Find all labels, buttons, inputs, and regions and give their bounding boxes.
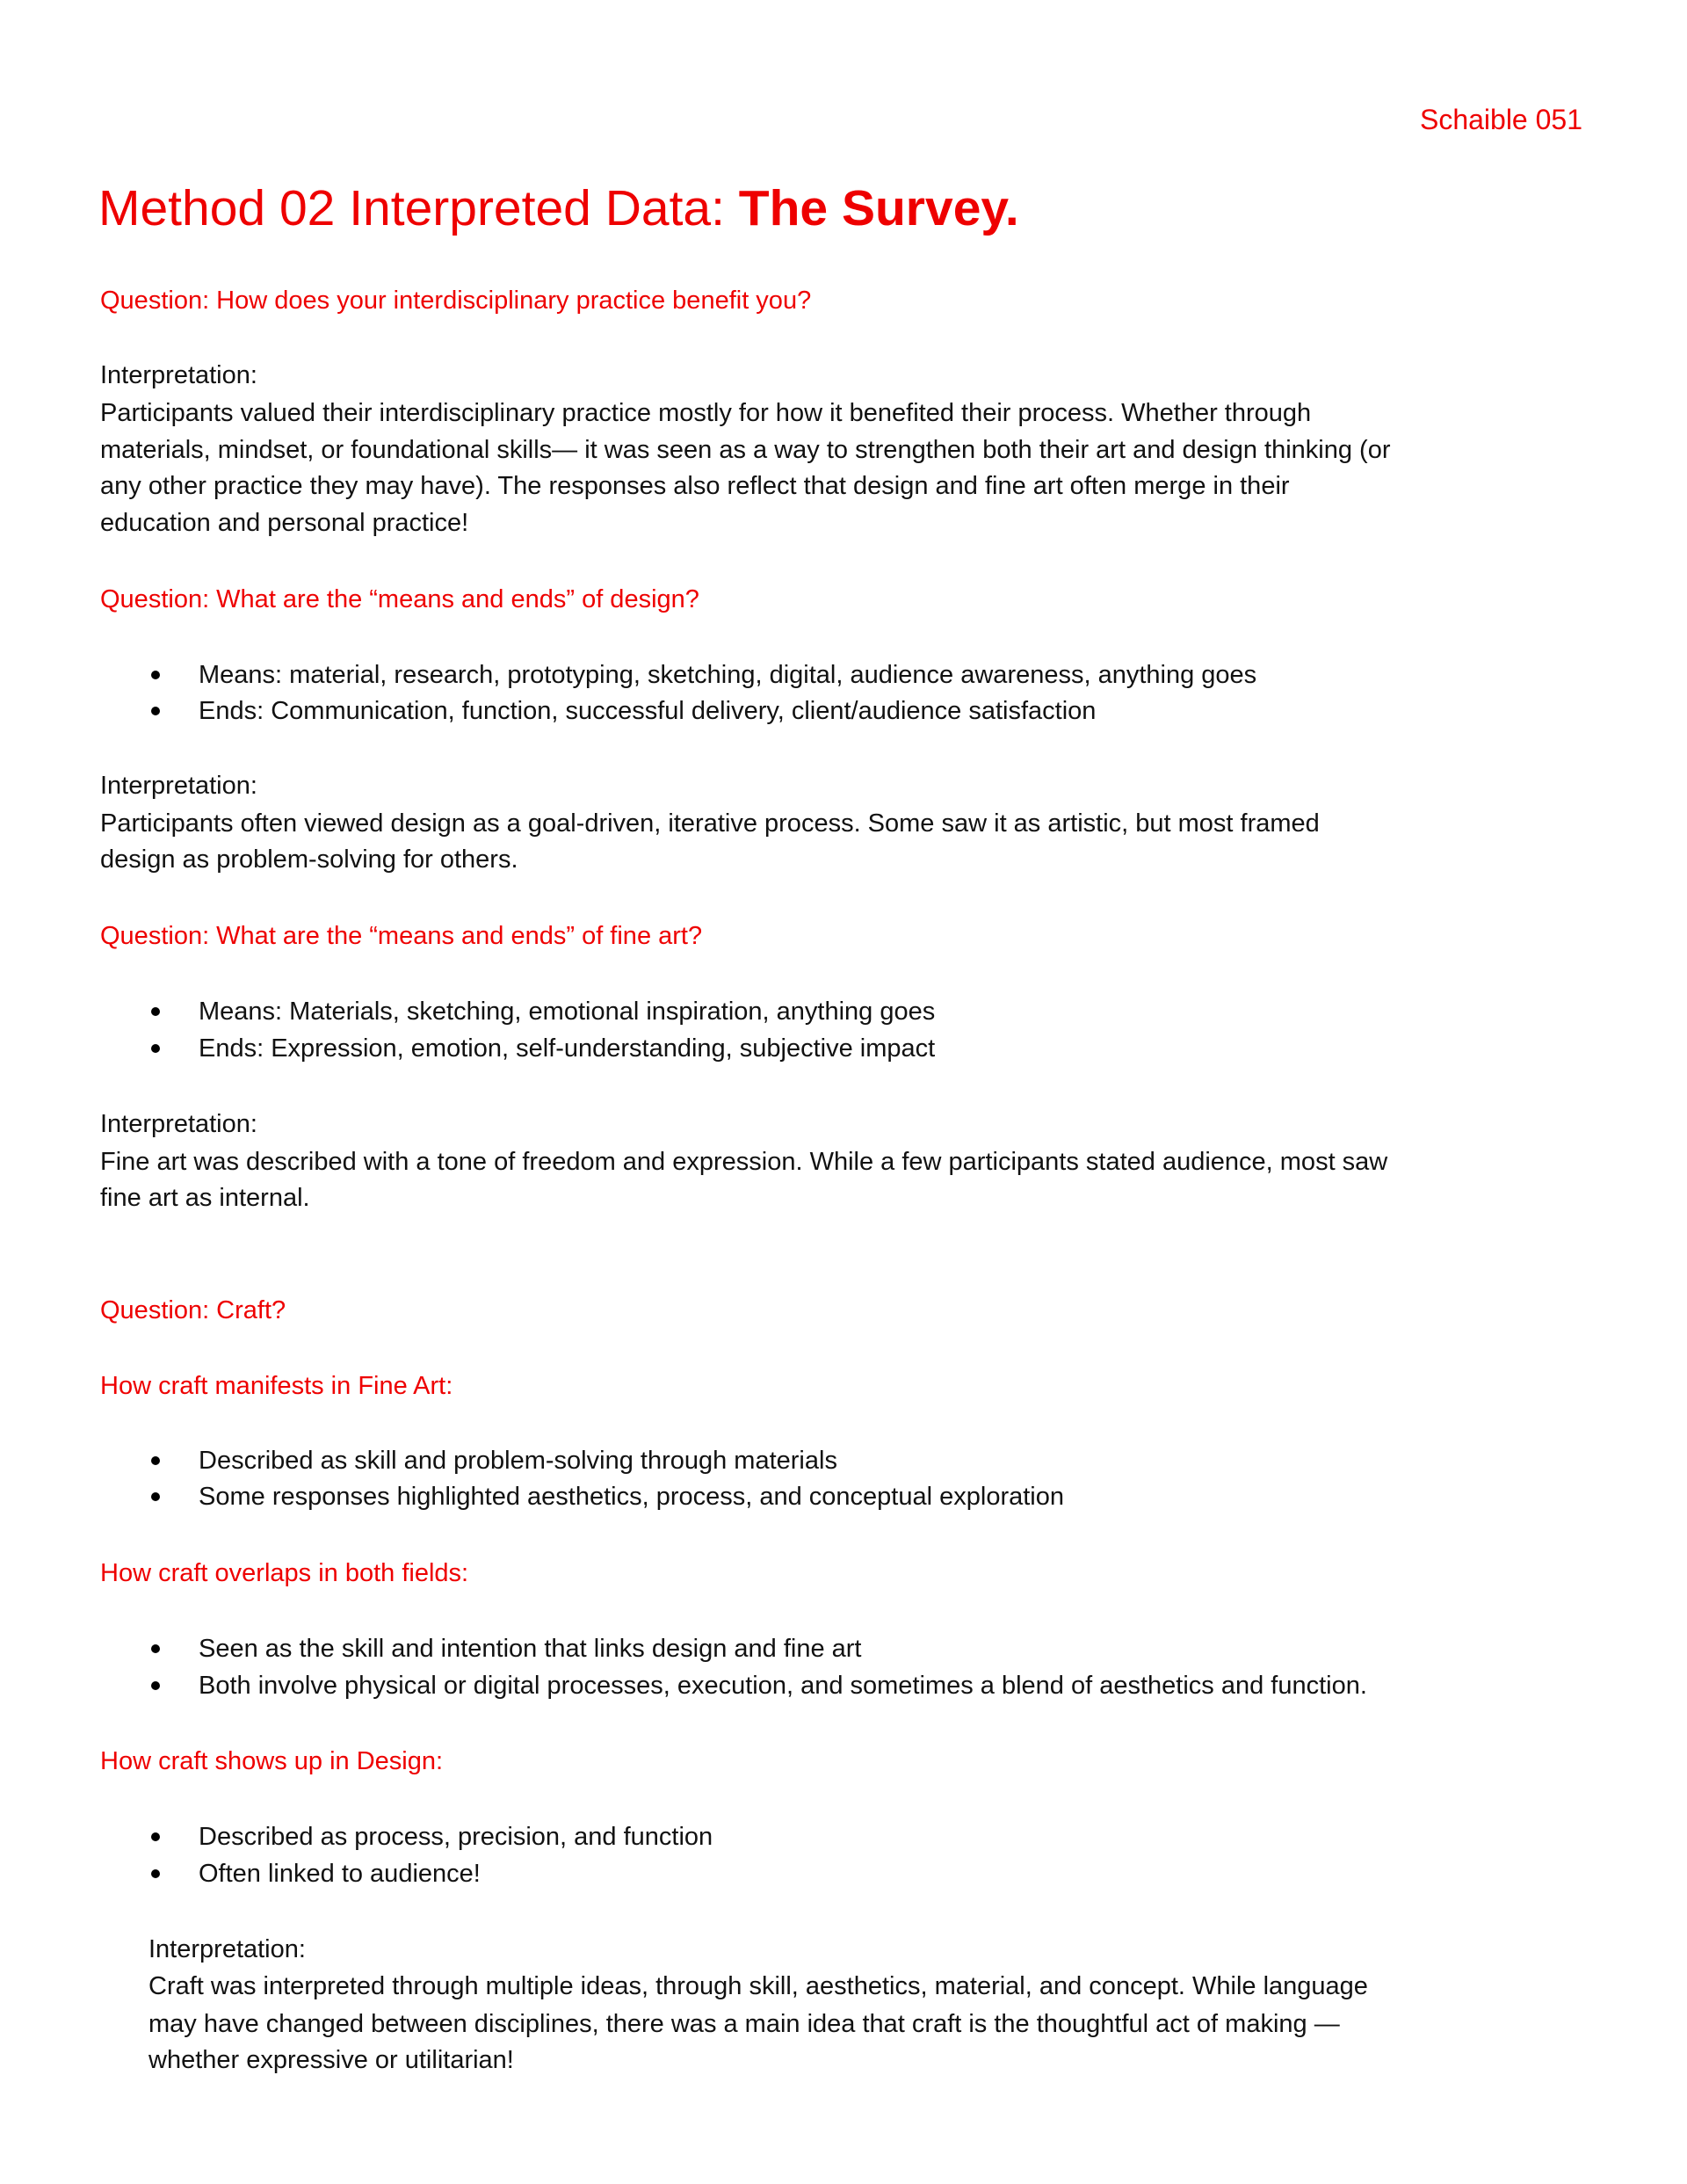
interpretation-label: Interpretation: <box>100 361 257 389</box>
list-item: Seen as the skill and intention that links design and fine art <box>199 1635 862 1663</box>
paragraph-line: Fine art was described with a tone of freedom and expression. While a few participants stated audience, most saw <box>100 1148 1388 1176</box>
list-item: Means: Materials, sketching, emotional inspiration, anything goes <box>199 998 936 1026</box>
list-item: Often linked to audience! <box>199 1860 481 1888</box>
list-item: Means: material, research, prototyping, sketching, digital, audience awareness, anything goes <box>199 661 1257 689</box>
paragraph-line: Craft was interpreted through multiple ideas, through skill, aesthetics, material, and concept. While language <box>148 1972 1368 2000</box>
bullet-icon <box>151 1869 160 1878</box>
subheading-overlap: How craft overlaps in both fields: <box>100 1559 469 1587</box>
paragraph-line: materials, mindset, or foundational skills— it was seen as a way to strengthen both their art and design thinking (or <box>100 436 1391 464</box>
list-item: Described as skill and problem-solving through materials <box>199 1447 837 1475</box>
paragraph-line: education and personal practice! <box>100 509 469 537</box>
question-heading: Question: How does your interdisciplinary practice benefit you? <box>100 287 812 315</box>
page-number-label: Schaible 051 <box>1419 104 1582 135</box>
subheading-design: How craft shows up in Design: <box>100 1747 444 1775</box>
paragraph-line: fine art as internal. <box>100 1184 310 1212</box>
bullet-icon <box>151 1832 160 1841</box>
interpretation-label: Interpretation: <box>100 772 257 800</box>
list-item: Ends: Expression, emotion, self-understanding, subjective impact <box>199 1034 936 1063</box>
subheading-fine-art: How craft manifests in Fine Art: <box>100 1372 453 1400</box>
paragraph-line: Participants often viewed design as a goal-driven, iterative process. Some saw it as artistic, but most framed <box>100 809 1320 838</box>
paragraph-line: Participants valued their interdisciplinary practice mostly for how it benefited their process. Whether through <box>100 399 1312 427</box>
bullet-icon <box>151 1492 160 1501</box>
list-item: Some responses highlighted aesthetics, process, and conceptual exploration <box>199 1483 1064 1511</box>
list-item: Described as process, precision, and function <box>199 1823 713 1851</box>
title-bold: The Survey. <box>738 180 1019 236</box>
question-heading: Question: What are the “means and ends” of fine art? <box>100 922 703 950</box>
bullet-icon <box>151 1007 160 1016</box>
bullet-icon <box>151 707 160 715</box>
bullet-icon <box>151 1644 160 1653</box>
question-heading: Question: What are the “means and ends” of design? <box>100 585 699 613</box>
interpretation-label: Interpretation: <box>100 1110 257 1138</box>
bullet-icon <box>151 1044 160 1053</box>
list-item: Both involve physical or digital processes, execution, and sometimes a blend of aesthetics and function. <box>199 1672 1367 1700</box>
paragraph-line: any other practice they may have). The responses also reflect that design and fine art often merge in their <box>100 472 1290 500</box>
paragraph-line: whether expressive or utilitarian! <box>148 2046 514 2074</box>
bullet-icon <box>151 1681 160 1690</box>
bullet-icon <box>151 1456 160 1465</box>
list-item: Ends: Communication, function, successful delivery, client/audience satisfaction <box>199 697 1097 725</box>
interpretation-label: Interpretation: <box>148 1935 306 1963</box>
page-title <box>98 178 1019 238</box>
question-heading: Question: Craft? <box>100 1296 286 1324</box>
title-regular: Method 02 Interpreted Data: <box>98 180 739 236</box>
paragraph-line: may have changed between disciplines, there was a main idea that craft is the thoughtful act of making — <box>148 2010 1340 2038</box>
bullet-icon <box>151 671 160 679</box>
paragraph-line: design as problem-solving for others. <box>100 845 518 874</box>
